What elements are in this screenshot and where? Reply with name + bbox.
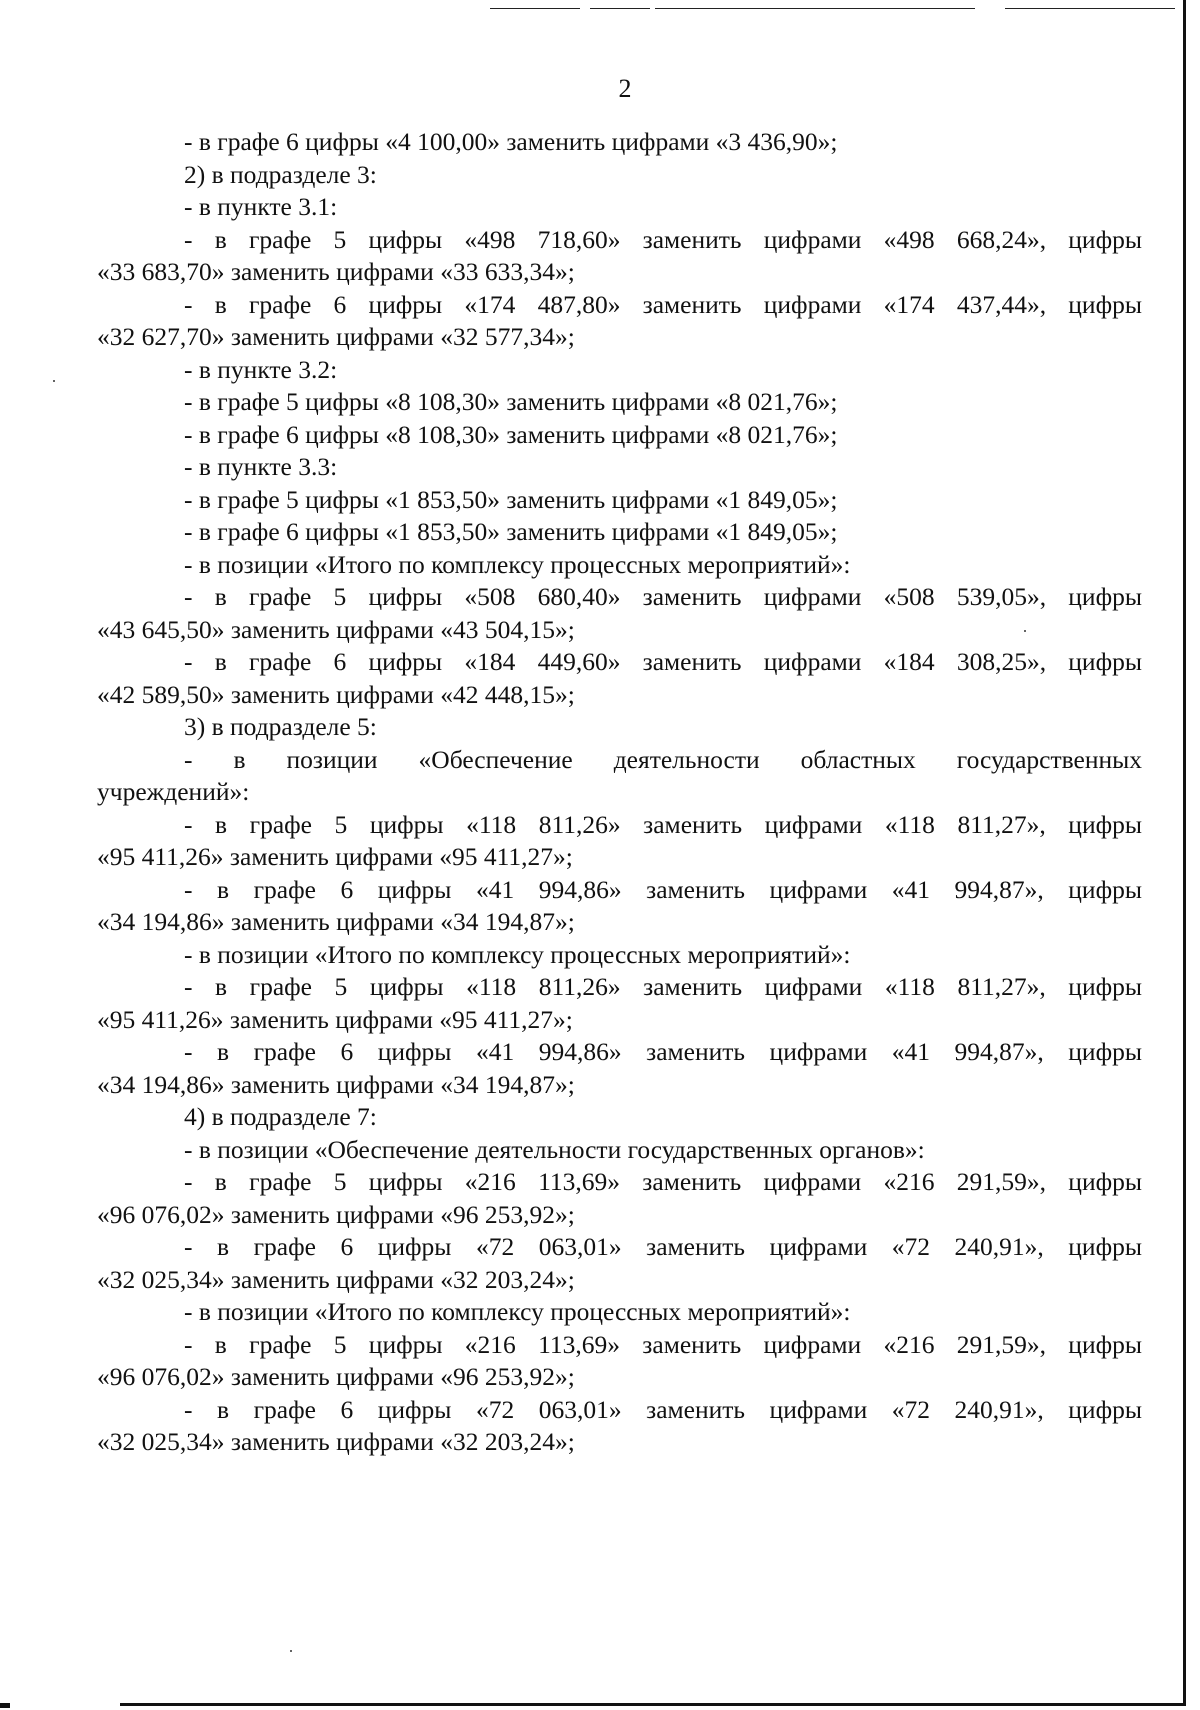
text-line: - в графе 6 цифры «4 100,00» заменить цифрами «3 436,90»; <box>184 127 838 156</box>
text-line: - в пункте 3.1: <box>184 192 338 221</box>
text-line: - в позиции «Обеспечение деятельности государственных органов»: <box>184 1134 925 1164</box>
text-line: - в графе 6 цифры «72 063,01» заменить цифрами «72 240,91», цифры <box>184 1232 1142 1261</box>
text-line: - в графе 5 цифры «216 113,69» заменить цифрами «216 291,59», цифры <box>184 1167 1142 1196</box>
scan-speck <box>290 1650 292 1652</box>
text-line: - в позиции «Итого по комплексу процессных мероприятий»: <box>184 1297 851 1326</box>
text-line: - в графе 5 цифры «8 108,30» заменить цифрами «8 021,76»; <box>184 387 838 416</box>
text-line: - в графе 5 цифры «498 718,60» заменить цифрами «498 668,24», цифры <box>184 224 1142 254</box>
text-line: учреждений»: <box>97 777 250 806</box>
scan-top-rule <box>655 8 975 9</box>
text-line: «42 589,50» заменить цифрами «42 448,15»; <box>97 679 575 709</box>
text-line: - в графе 5 цифры «118 811,26» заменить цифрами «118 811,27», цифры <box>184 809 1142 839</box>
text-line: - в пункте 3.3: <box>184 452 338 481</box>
text-line: - в графе 6 цифры «41 994,86» заменить цифрами «41 994,87», цифры <box>184 1037 1142 1066</box>
text-line: - в графе 6 цифры «174 487,80» заменить цифрами «174 437,44», цифры <box>184 289 1142 319</box>
text-line: - в графе 5 цифры «216 113,69» заменить цифрами «216 291,59», цифры <box>184 1329 1142 1359</box>
text-line: «95 411,26» заменить цифрами «95 411,27»; <box>97 842 573 871</box>
text-line: - в позиции «Обеспечение деятельности областных государственных <box>184 744 1142 774</box>
scan-bottom-mark <box>0 1703 10 1708</box>
text-line: - в позиции «Итого по комплексу процессных мероприятий»: <box>184 549 851 579</box>
text-line: «43 645,50» заменить цифрами «43 504,15»; <box>97 614 575 644</box>
text-line: 2) в подразделе 3: <box>184 159 377 189</box>
text-line: 4) в подразделе 7: <box>184 1102 377 1131</box>
document-body <box>97 126 1142 1459</box>
scan-top-rule <box>1005 8 1175 9</box>
text-line: «34 194,86» заменить цифрами «34 194,87»; <box>97 907 575 936</box>
text-line: «95 411,26» заменить цифрами «95 411,27»; <box>97 1004 573 1034</box>
text-line: - в графе 5 цифры «118 811,26» заменить цифрами «118 811,27», цифры <box>184 972 1142 1001</box>
text-line: «32 025,34» заменить цифрами «32 203,24»; <box>97 1427 575 1456</box>
text-line: 3) в подразделе 5: <box>184 712 377 741</box>
text-line: «32 025,34» заменить цифрами «32 203,24»; <box>97 1264 575 1294</box>
scan-right-edge <box>1183 0 1186 1706</box>
scan-top-rule <box>590 8 650 9</box>
scan-top-rule <box>490 8 580 9</box>
text-line: «96 076,02» заменить цифрами «96 253,92»; <box>97 1362 575 1391</box>
page-number: 2 <box>618 74 632 103</box>
text-line: «34 194,86» заменить цифрами «34 194,87»; <box>97 1069 575 1099</box>
text-line: «33 683,70» заменить цифрами «33 633,34»; <box>97 257 575 286</box>
text-line: - в графе 5 цифры «1 853,50» заменить цифрами «1 849,05»; <box>184 484 838 514</box>
text-line: - в графе 6 цифры «41 994,86» заменить цифрами «41 994,87», цифры <box>184 874 1142 904</box>
scan-bottom-edge <box>120 1703 1186 1706</box>
text-line: - в графе 6 цифры «1 853,50» заменить цифрами «1 849,05»; <box>184 517 838 546</box>
text-line: - в графе 6 цифры «8 108,30» заменить цифрами «8 021,76»; <box>184 419 838 449</box>
scan-speck <box>53 380 55 382</box>
text-line: - в графе 5 цифры «508 680,40» заменить цифрами «508 539,05», цифры <box>184 582 1142 611</box>
text-line: - в пункте 3.2: <box>184 354 338 384</box>
text-line: - в позиции «Итого по комплексу процессных мероприятий»: <box>184 939 851 969</box>
text-line: - в графе 6 цифры «184 449,60» заменить цифрами «184 308,25», цифры <box>184 647 1142 676</box>
text-line: - в графе 6 цифры «72 063,01» заменить цифрами «72 240,91», цифры <box>184 1394 1142 1424</box>
text-line: «32 627,70» заменить цифрами «32 577,34»; <box>97 322 575 351</box>
text-line: «96 076,02» заменить цифрами «96 253,92»; <box>97 1199 575 1229</box>
